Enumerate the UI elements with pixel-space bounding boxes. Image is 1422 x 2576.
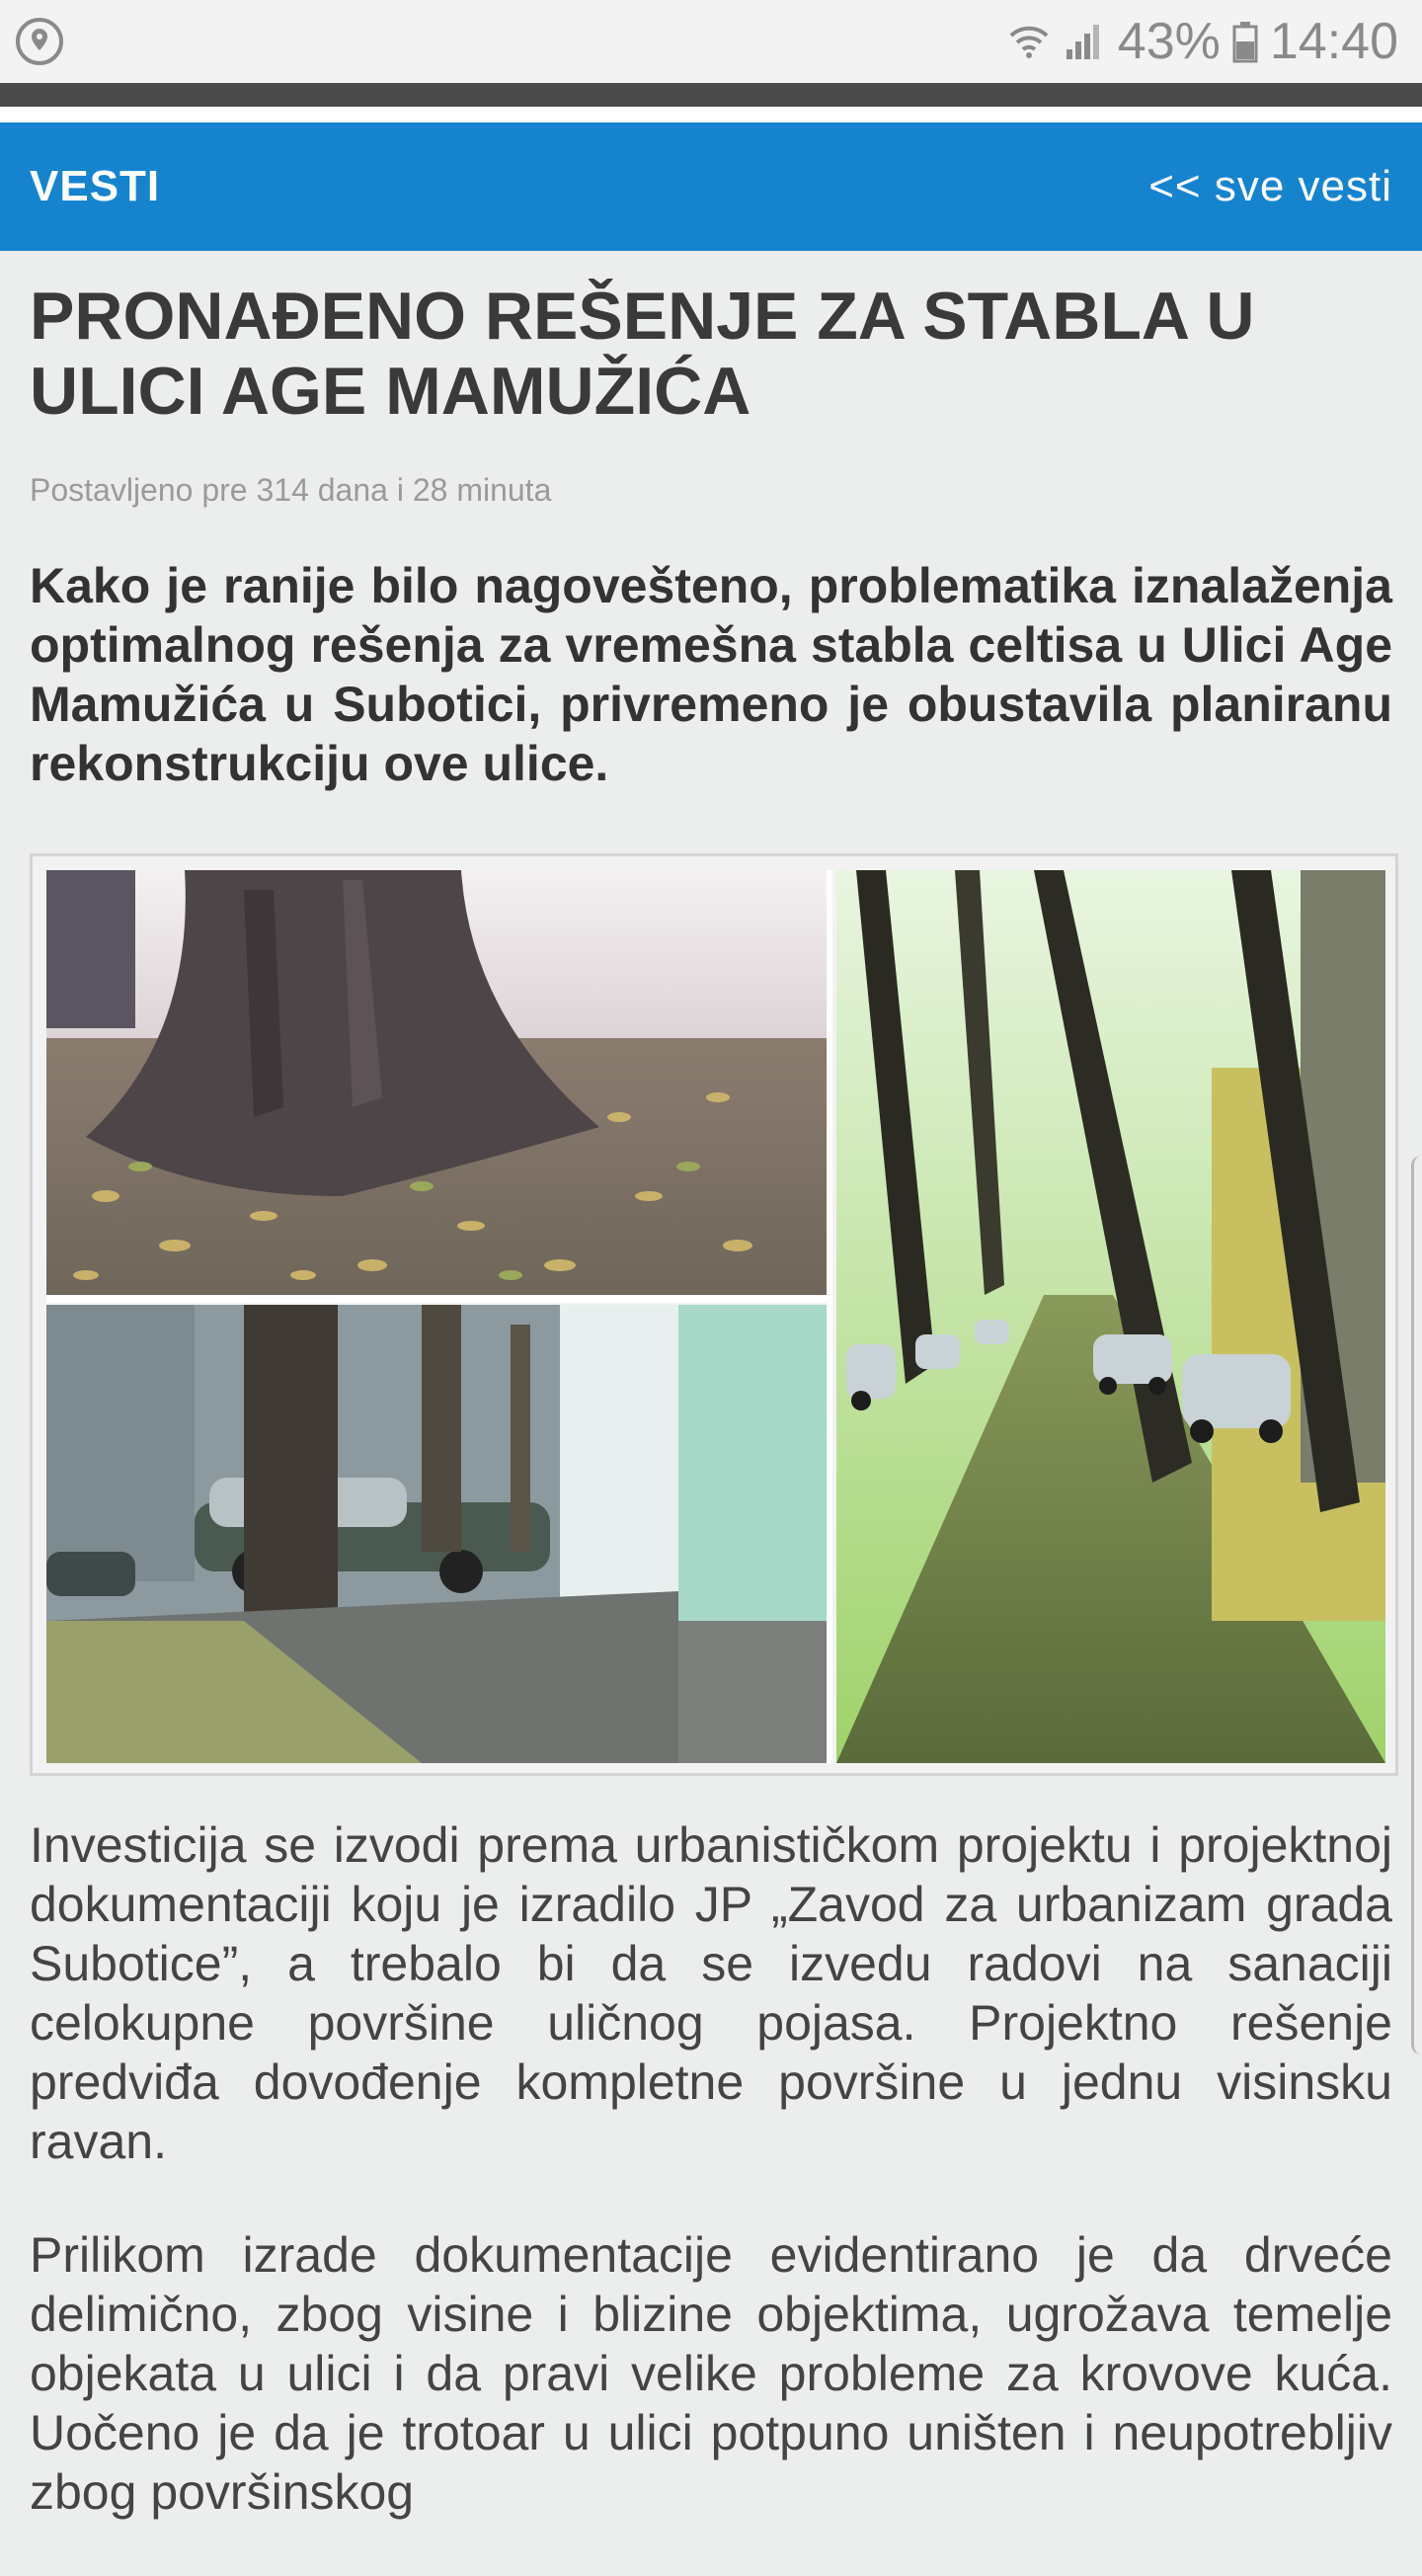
body-paragraph: Prilikom izrade dokumentacije evidentirano je da drveće delimično, zbog visine i blizine objektima, ugrožava temelje objekata u ulici i da pravi velike probleme za krovove kuća. Uočeno je da je trotoar u ulici potpuno uništen i neupotrebljiv zbog površinskog	[30, 2227, 1392, 2520]
post-date: Postavljeno pre 314 dana i 28 minuta	[30, 472, 552, 508]
article	[30, 279, 1392, 793]
status-bar	[0, 0, 1422, 83]
article-body	[30, 1815, 1392, 2576]
spacer	[0, 107, 1422, 122]
article-title: PRONAĐENO REŠENJE ZA STABLA U ULICI AGE MAMUŽIĆA	[30, 279, 1255, 429]
photo-collage	[46, 870, 1385, 1763]
body-paragraph: Investicija se izvodi prema urbanističkom projektu i projektnoj dokumentaciji koju je izradilo JP „Zavod za urbanizam grada Subotice”, a trebalo bi da se izvedu radovi na sanaciji celokupne površine uličnog pojasa. Projektno rešenje predviđa dovođenje kompletne površine u jednu visinsku ravan.	[30, 1817, 1392, 2169]
title-divider	[0, 83, 1422, 107]
location-icon	[14, 16, 65, 67]
section-header	[0, 122, 1422, 251]
all-news-link[interactable]: << sve vesti	[1148, 162, 1392, 210]
article-lead: Kako je ranije bilo nagovešteno, problematika iznalaženja optimalnog rešenja za vremešna stabla celtisa u Ulici Age Mamužića u Subotici, privremeno je obustavila planiranu rekonstrukciju ove ulice.	[30, 558, 1392, 791]
battery-icon	[1232, 20, 1258, 63]
section-title: VESTI	[30, 162, 161, 210]
wifi-icon	[1007, 20, 1051, 63]
battery-percent: 43%	[1117, 13, 1221, 70]
scroll-indicator[interactable]	[1411, 1156, 1422, 2054]
article-photo[interactable]	[30, 853, 1398, 1776]
clock: 14:40	[1269, 13, 1398, 70]
signal-icon	[1063, 20, 1106, 63]
